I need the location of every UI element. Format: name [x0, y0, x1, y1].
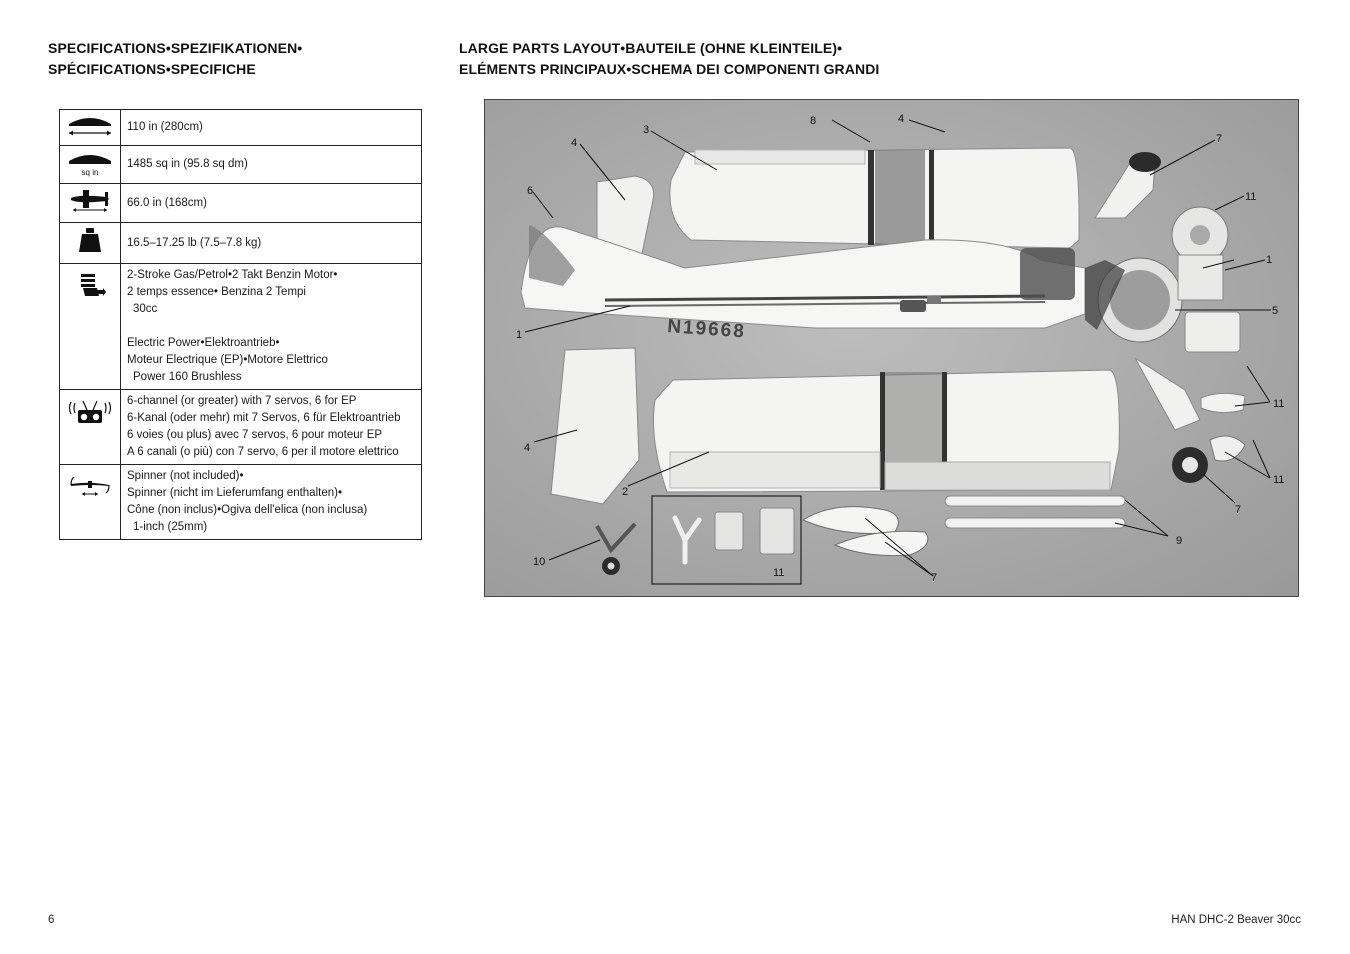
- engine-spec: [121, 264, 422, 390]
- specifications-heading-line2: SPÉCIFICATIONS•SPECIFICHE: [48, 61, 256, 77]
- engine-line-2: 2 temps essence• Benzina 2 Tempi: [127, 286, 306, 298]
- engine-line-6: Power 160 Brushless: [133, 371, 242, 383]
- engine-line-4: Electric Power•Elektroantrieb•: [127, 337, 280, 349]
- callout-11-dummy-engine: 11: [1245, 191, 1257, 203]
- wing-struts: [945, 496, 1125, 528]
- transmitter-icon: [60, 390, 121, 465]
- wingspan-value: 110 in (280cm): [121, 110, 422, 146]
- callout-7-wheel-pants: 7: [931, 572, 938, 584]
- horizontal-stabilizer: [551, 348, 639, 504]
- specifications-heading-line1: SPECIFICATIONS•SPEZIFIKATIONEN•: [48, 40, 303, 56]
- radio-line-1: 6-channel (or greater) with 7 servos, 6 for EP: [127, 395, 357, 407]
- spec-row-radio: [60, 390, 422, 465]
- page-number: 6: [48, 914, 55, 926]
- spinner-line-3: Cône (non inclus)•Ogiva dell'elica (non inclusa): [127, 504, 368, 516]
- weight-icon: [60, 223, 121, 264]
- engine-line-1: 2-Stroke Gas/Petrol•2 Takt Benzin Motor•: [127, 269, 338, 281]
- weight-value: 16.5–17.25 lb (7.5–7.8 kg): [121, 223, 422, 264]
- spinner-line-1: Spinner (not included)•: [127, 470, 244, 482]
- wing-area-value: 1485 sq in (95.8 sq dm): [121, 146, 422, 184]
- product-name: HAN DHC-2 Beaver 30cc: [1171, 914, 1301, 926]
- spinner-spec: [121, 465, 422, 540]
- callout-5-cowl: 5: [1272, 305, 1279, 317]
- engine-cowl: [1085, 258, 1182, 342]
- main-landing-gear: [1135, 358, 1245, 483]
- spec-row-wingspan: [60, 110, 422, 146]
- wing-area-icon-label: sq in: [81, 167, 99, 177]
- callout-10-tail-wheel: 10: [533, 556, 546, 568]
- callout-3-upper-wing: 3: [643, 124, 650, 136]
- parts-layout-heading-line2: ELÉMENTS PRINCIPAUX•SCHEMA DEI COMPONENTI GRANDI: [459, 61, 880, 77]
- spec-row-weight: [60, 223, 422, 264]
- lower-wing-panel: [654, 370, 1120, 492]
- propeller-icon: [60, 465, 121, 540]
- engine-line-3: 30cc: [133, 303, 158, 315]
- length-value: 66.0 in (168cm): [121, 184, 422, 223]
- wingspan-icon: [60, 110, 121, 146]
- registration-marking: N19668: [666, 316, 747, 343]
- spec-row-wing-area: [60, 146, 422, 184]
- callout-4-stabilizer: 4: [524, 442, 531, 454]
- callout-11-parts: 11: [1273, 398, 1285, 410]
- callout-7-top: 7: [1216, 133, 1223, 145]
- engine-line-5: Moteur Electrique (EP)•Motore Elettrico: [127, 354, 328, 366]
- spinner-line-4: 1-inch (25mm): [133, 521, 208, 533]
- parts-layout-photo: [484, 99, 1299, 597]
- callout-1-fuselage: 1: [516, 329, 523, 341]
- callout-7-wheel: 7: [1235, 504, 1242, 516]
- radio-spec: [121, 390, 422, 465]
- upper-wing-panel: [670, 148, 1079, 248]
- callout-11-fairings: 11: [1273, 474, 1285, 486]
- callout-11-inset: 11: [773, 567, 785, 579]
- radio-line-2: 6-Kanal (oder mehr) mit 7 Servos, 6 für Elektroantrieb: [127, 412, 401, 424]
- callout-2-lower-wing: 2: [622, 486, 629, 498]
- engine-icon: [60, 264, 121, 390]
- specifications-heading: [48, 38, 428, 80]
- specifications-table: [59, 109, 422, 540]
- callout-1-box: 1: [1266, 254, 1273, 266]
- fuselage-length-icon: [60, 184, 121, 223]
- parts-layout-heading-line1: LARGE PARTS LAYOUT•BAUTEILE (OHNE KLEINTEILE)•: [459, 40, 843, 56]
- callout-4-fin: 4: [571, 137, 578, 149]
- spinner-line-2: Spinner (nicht im Lieferumfang enthalten)•: [127, 487, 342, 499]
- radio-line-3: 6 voies (ou plus) avec 7 servos, 6 pour moteur EP: [127, 429, 383, 441]
- wing-area-icon: [60, 146, 121, 184]
- callout-4-rod: 4: [898, 113, 905, 125]
- spec-row-spinner: [60, 465, 422, 540]
- radio-line-4: A 6 canali (o più) con 7 servo, 6 per il motore elettrico: [127, 446, 399, 458]
- callout-9-struts: 9: [1176, 535, 1183, 547]
- tail-wheel-assembly: [597, 524, 635, 575]
- parts-layout-heading: [459, 38, 1219, 80]
- wheel-pants: [803, 507, 928, 556]
- callout-6-rudder: 6: [527, 185, 534, 197]
- callout-8-trailing-edge: 8: [810, 115, 817, 127]
- spec-row-engine: [60, 264, 422, 390]
- spec-row-length: [60, 184, 422, 223]
